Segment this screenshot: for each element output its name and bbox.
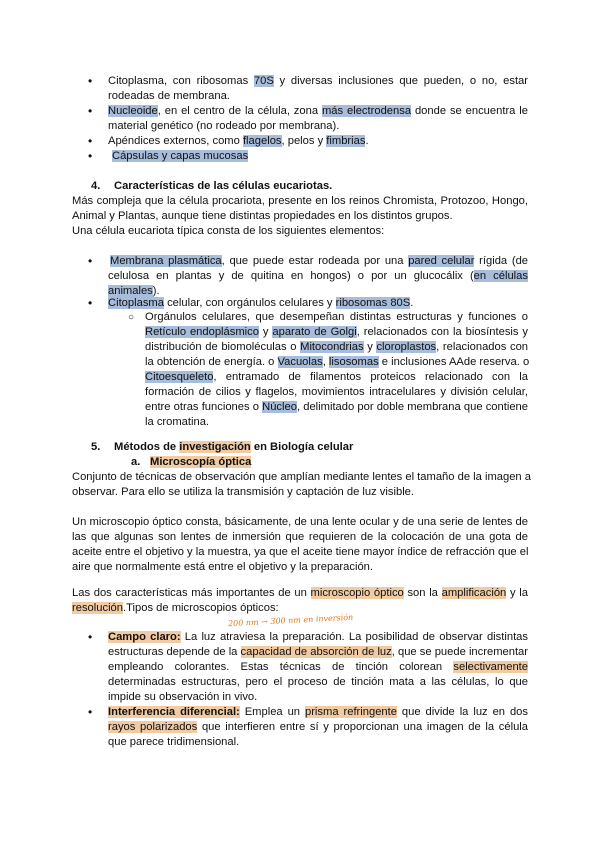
paragraph-line: resolución.Tipos de microscopios ópticos: <box>72 602 279 614</box>
list-item-bright-field-cont: empleando colorantes. Estas técnicas de tinción colorean selectivamente <box>108 661 528 673</box>
bullet-icon: • <box>88 296 93 310</box>
list-item-cytoplasm: Citoplasma, con ribosomas 70S y diversas inclusiones que pueden, o no, estar <box>108 75 528 87</box>
paragraph-line: las que algunas son lentes de inmersión que requieren de la colocación de una gota de <box>72 531 528 543</box>
paragraph-line: Un microscopio óptico consta, básicamente, de una lente ocular y de una serie de lentes de <box>72 516 528 528</box>
organelles-line: entre otras funciones o Núcleo, delimitado por doble membrana que contiene <box>145 401 528 413</box>
section-number: 5. <box>91 441 101 453</box>
list-item-nucleoid-cont: material genético (no rodeado por membrana). <box>108 120 340 132</box>
organelles-line: la obtención de energía. o Vacuolas, lisosomas e inclusiones AAde reserva. o <box>145 356 530 368</box>
list-item-cytoplasm-cont: rodeadas de membrana. <box>108 90 230 102</box>
subsection-letter: a. <box>131 456 141 468</box>
section-number: 4. <box>91 180 101 192</box>
organelles-line: Citoesqueleto, entramado de filamentos proteicos relacionado con la <box>145 371 528 383</box>
list-item-nucleoid: Nucleoide, en el centro de la célula, zona más electrodensa donde se encuentra le <box>108 105 528 117</box>
list-item-bright-field: Campo claro: La luz atraviesa la preparación. La posibilidad de observar distintas <box>108 631 528 643</box>
bullet-icon: • <box>88 254 93 268</box>
paragraph-line: Una célula eucariota típica consta de los siguientes elementos: <box>72 225 385 237</box>
section-heading: Características de las células eucariotas. <box>114 180 333 192</box>
bullet-icon: • <box>88 630 93 644</box>
bullet-icon: • <box>88 149 93 163</box>
circle-bullet-icon: ○ <box>128 312 135 323</box>
list-item-membrane-cont: animales). <box>108 285 160 297</box>
paragraph-line: aceite entre el objetivo y la muestra, ya que el aceite tiene mayor índice de refracción que el <box>72 546 529 558</box>
organelles-line: formación de cilios y flagelos, movimientos intracelulares y división celular, <box>145 386 528 398</box>
paragraph-line: Conjunto de técnicas de observación que amplían mediante lentes el tamaño de la imagen a <box>72 471 531 483</box>
bullet-icon: • <box>88 705 93 719</box>
list-item-membrane: Membrana plasmática, que puede estar rodeada por una pared celular rígida (de <box>110 255 529 267</box>
paragraph-line: aire que normalmente está entre el objetivo y la preparación. <box>72 561 373 573</box>
bullet-icon: • <box>88 134 93 148</box>
list-item-dic: Interferencia diferencial: Emplea un prisma refringente que divide la luz en dos <box>108 706 528 718</box>
list-item-dic-cont: que parece tridimensional. <box>108 736 240 748</box>
list-item-bright-field-cont: estructuras depende de la capacidad de absorción de luz, que se puede incrementar <box>108 646 529 658</box>
list-item-appendages: Apéndices externos, como flagelos, pelos y fimbrias. <box>108 135 369 147</box>
handwritten-note: 200 nm → 300 nm en inversión <box>227 612 354 629</box>
paragraph-line: Animal y Plantas, aunque tiene distintas propiedades en los distintos grupos. <box>72 210 453 222</box>
list-item-bright-field-cont: impide su observación in vivo. <box>108 691 258 703</box>
paragraph-line: Más compleja que la célula procariota, presente en los reinos Chromista, Protozoo, Hongo, <box>72 195 528 207</box>
section-heading: Métodos de investigación en Biología celular <box>114 441 354 453</box>
list-item-cytoplasm-euk: Citoplasma celular, con orgánulos celulares y ribosomas 80S. <box>108 297 414 309</box>
list-item-dic-cont: rayos polarizados que interfieren entre sí y proporcionan una imagen de la célula <box>108 721 529 733</box>
paragraph-line: Las dos características más importantes de un microscopio óptico son la amplificación y la <box>72 587 528 599</box>
list-item-membrane-cont: celulosa en plantas y de quitina en hongos) o por un glucocálix (en células <box>108 270 528 282</box>
subsection-heading: Microscopía óptica <box>150 456 252 468</box>
organelles-line: la cromatina. <box>145 416 210 428</box>
organelles-line: Orgánulos celulares, que desempeñan distintas estructuras y funciones o <box>145 311 528 323</box>
organelles-line: Retículo endoplásmico y aparato de Golgi, relacionados con la biosíntesis y <box>145 326 528 338</box>
bullet-icon: • <box>88 104 93 118</box>
list-item-capsules: Cápsulas y capas mucosas <box>112 150 249 162</box>
paragraph-line: observar. Para ello se utiliza la transmisión y captación de luz visible. <box>72 486 415 498</box>
list-item-bright-field-cont: determinadas estructuras, pero el proceso de tinción mata a las células, lo que <box>108 676 528 688</box>
organelles-line: distribución de biomoléculas o Mitocondrias y cloroplastos, relacionados con <box>145 341 529 353</box>
bullet-icon: • <box>88 74 93 88</box>
